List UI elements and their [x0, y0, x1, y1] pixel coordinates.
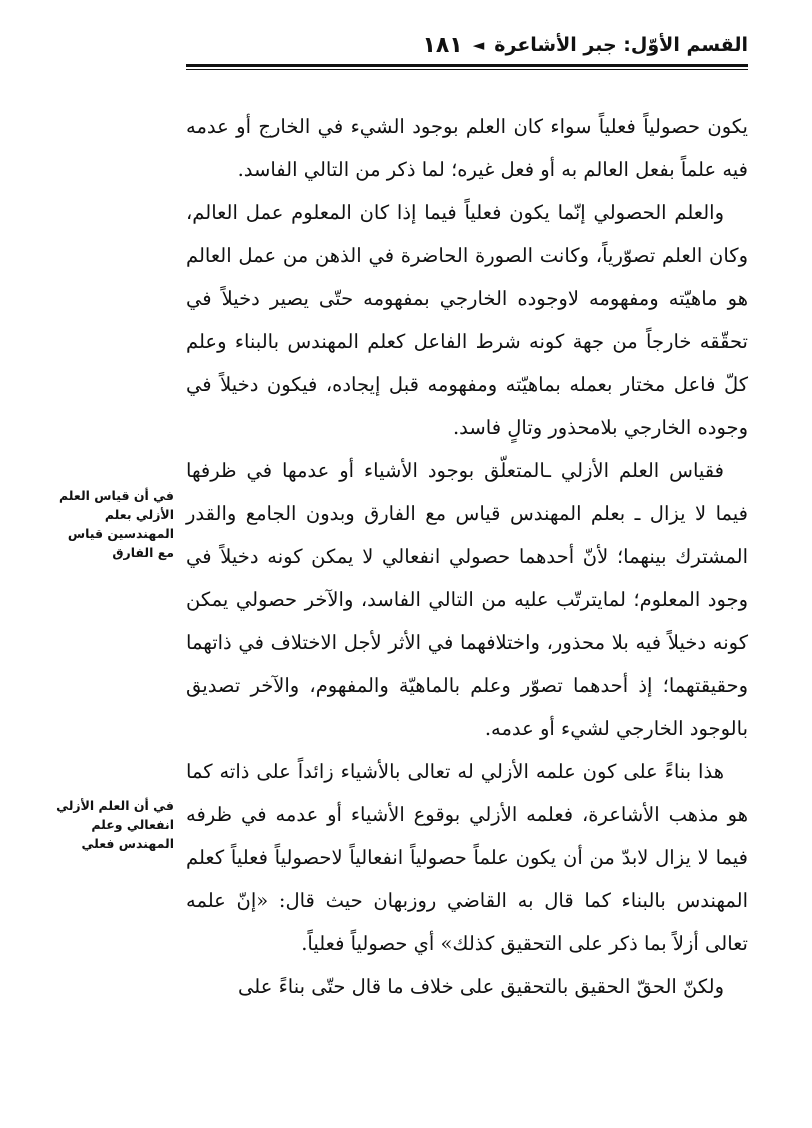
paragraph: ولكنّ الحقّ الحقيق بالتحقيق على خلاف ما قال حتّى بناءً على	[238, 975, 724, 998]
header-arrow-icon: ◄	[472, 36, 485, 54]
header-rule-thin	[186, 69, 748, 70]
header-title: القسم الأوّل: جبر الأشاعرة	[494, 34, 748, 56]
paragraph-continuation: يكون حصولياً فعلياً سواء كان العلم بوجود الشيء في الخارج أو عدمه فيه علماً بفعل العالم به أو فعل غيره؛ لما ذكر من التالي الفاسد.	[186, 115, 748, 181]
running-header	[186, 30, 748, 60]
margin-note: في أن العلم الأزلي انفعالي وعلم المهندس فعلي	[56, 798, 174, 851]
margin-note: في أن قياس العلم الأزلي بعلم المهندسين قياس مع الفارق	[58, 488, 174, 560]
paragraph: فقياس العلم الأزلي ـالمتعلّق بوجود الأشياء أو عدمها في ظرفها فيما لا يزال ـ بعلم المهندس قياس مع الفارق وبدون الجامع والقدر المشترك بينهما؛ لأنّ أحدهما حصولي انفعالي لا يمكن كونه دخيلاً في وجود المعلوم؛ لمايترتّب عليه من التالي الفاسد، والآخر حصولي يمكن كونه دخيلاً فيه بلا محذور، واختلافهما في الأثر لأجل الاختلاف في ذاتهما وحقيقتهما؛ إذ أحدهما تصوّر وعلم بالماهيّة والمفهوم، والآخر تصديق بالوجود الخارجي لشيء أو عدمه.	[186, 459, 748, 740]
main-text	[186, 105, 748, 1008]
paragraph: والعلم الحصولي إنّما يكون فعلياً فيما إذا كان المعلوم عمل العالم، وكان العلم تصوّرياً، وكانت الصورة الحاضرة في الذهن من عمل العالم هو ماهيّته ومفهومه لاوجوده الخارجي بمفهومه حتّى يصير دخيلاً في تحقّقه خارجاً من جهة كونه شرط الفاعل كعلم المهندس بالبناء وعلم كلّ فاعل مختار بعمله بماهيّته ومفهومه قبل إيجاده، فيكون دخيلاً في وجوده الخارجي بلامحذور وتالٍ فاسد.	[186, 201, 748, 439]
header-rule-thick	[186, 64, 748, 67]
paragraph: هذا بناءً على كون علمه الأزلي له تعالى بالأشياء زائداً على ذاته كما هو مذهب الأشاعرة، فعلمه الأزلي بوقوع الأشياء أو عدمه في ظرفه فيما لا يزال لابدّ من أن يكون علماً حصولياً انفعالياً لاحصولياً فعلياً كعلم المهندس بالبناء كما قال به القاضي روزبهان حيث قال: «إنّ علمه تعالى أزلاً بما ذكر على التحقيق كذلك» أي حصولياً فعلياً.	[186, 760, 748, 955]
page-number: ١٨١	[422, 32, 463, 58]
